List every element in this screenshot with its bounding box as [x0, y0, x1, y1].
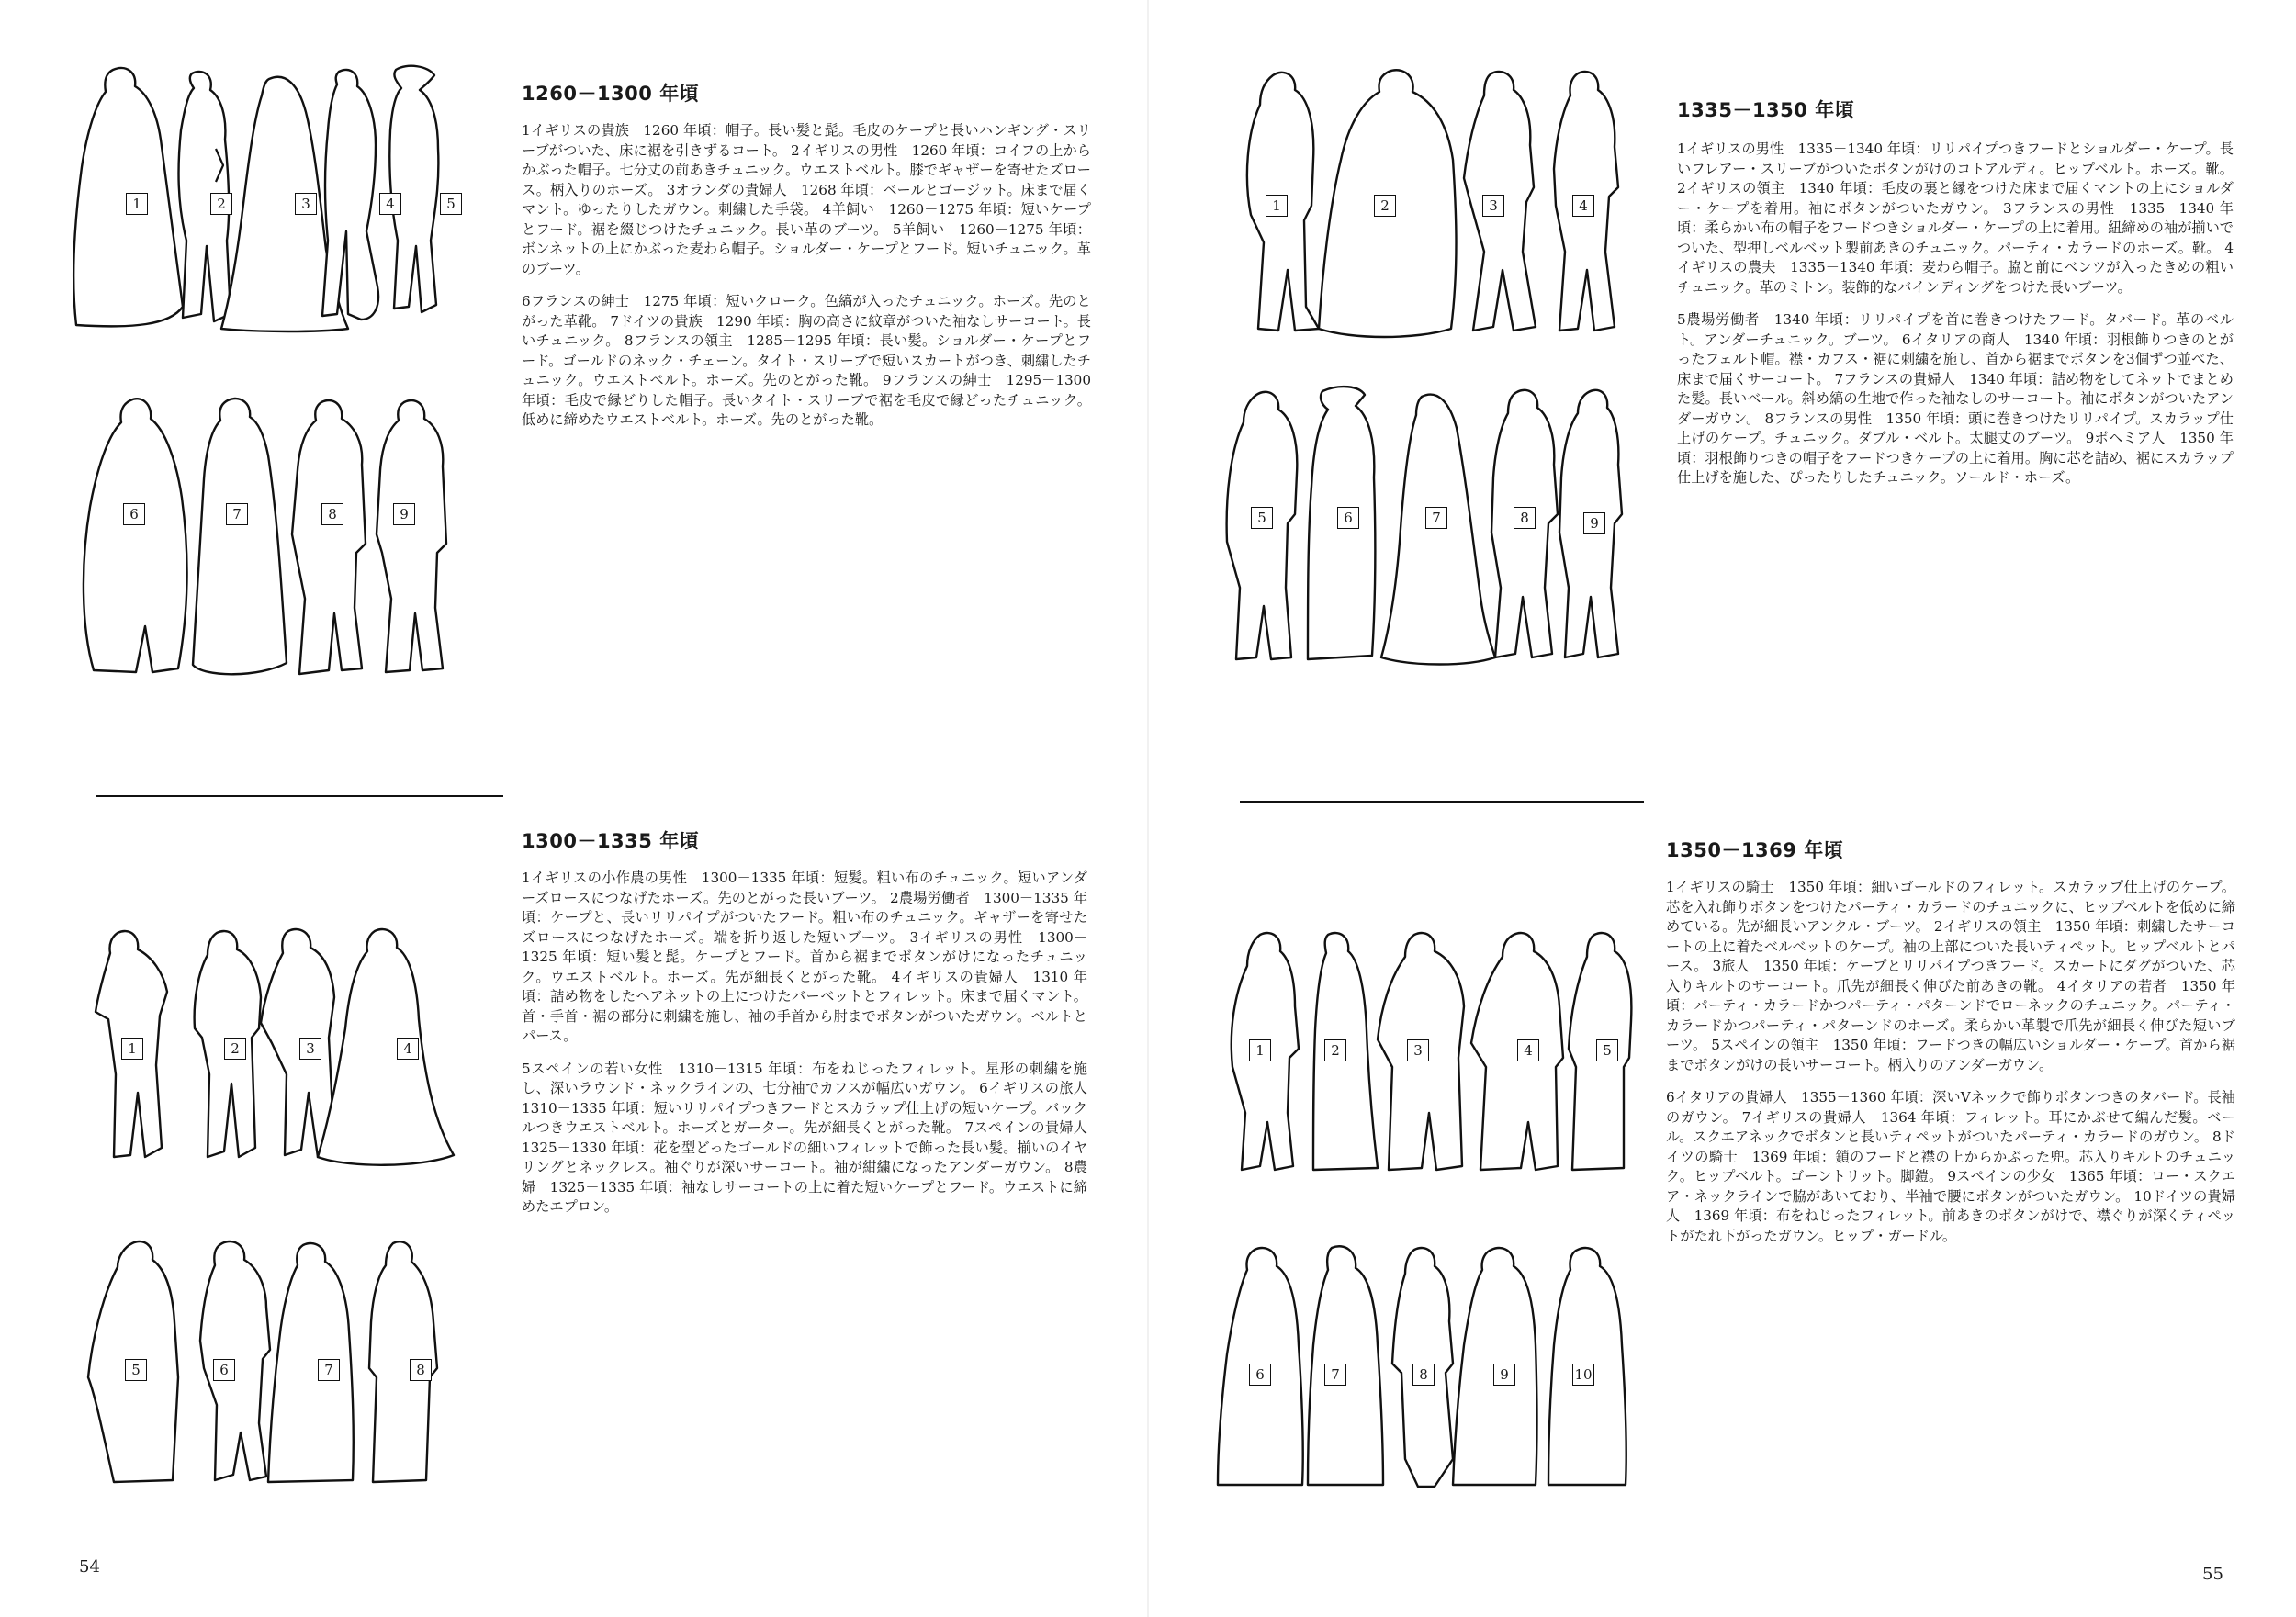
figure-number: 8 [321, 503, 343, 525]
figure-group-1300-top [72, 927, 457, 1168]
figure-number: 9 [1493, 1364, 1515, 1386]
figure-number: 3 [295, 193, 317, 215]
figure-number: 2 [210, 193, 232, 215]
page-number: 54 [79, 1557, 100, 1577]
section-description [522, 869, 1102, 1230]
page-number: 55 [2202, 1565, 2223, 1584]
description-paragraph: 5スペインの若い女性 1310－1315 年頃：布をねじったフィレット。星形の刺繍を施し、深いラウンド・ネックラインの、七分袖でカフスが幅広いガウン。 6イギリスの旅人 1310－1335 年頃：短いリリパイプつきフードとスカラップ仕上げの短いケープ。バックルつきウエストベルト。ホーズとガーター。先が細長くとがった靴。 7スペインの貴婦人 1325－1330 年頃：花を型どったゴールドの細いフィレットで飾った長い髪。揃いのイヤリングとネックレス。袖ぐりが深いサーコート。袖が紺繍になったアンダーガウン。 8農婦 1325－1335 年頃：袖なしサーコートの上に着た短いケープとフード。ウエストに締めたエプロン。 [522, 1060, 1102, 1215]
description-paragraph: 6フランスの紳士 1275 年頃：短いクローク。色縞が入ったチュニック。ホーズ。先のとがった革靴。 7ドイツの貴族 1290 年頃：胸の高さに紋章がついた袖なしサーコート。長いチュニック。 8フランスの領主 1285－1295 年頃：長い髪。ショルダー・ケープとフード。ゴールドのネック・チェーン。タイト・スリーブで短いスカートがつき、刺繍したチュニック。ウエストベルト。ホーズ。先のとがった靴。 9フランスの紳士 1295－1300 年頃：毛皮で縁どりした帽子。長いタイト・スリーブで裾を毛皮で縁どったチュニック。低めに締めたウエストベルト。ホーズ。先のとがった靴。 [522, 293, 1091, 428]
figure-number: 4 [1517, 1039, 1539, 1061]
section-divider [1240, 801, 1644, 803]
figure-number: 8 [1514, 507, 1536, 529]
figure-number: 7 [318, 1359, 340, 1381]
figure-number: 5 [1251, 507, 1273, 529]
figure-number: 4 [397, 1038, 419, 1060]
figure-group-1300-bottom [77, 1240, 463, 1489]
figure-number: 4 [1572, 195, 1594, 217]
section-heading: 1260－1300 年頃 [522, 83, 700, 105]
figure-number: 5 [125, 1359, 147, 1381]
figure-number: 1 [1266, 195, 1288, 217]
figure-number: 6 [123, 503, 145, 525]
figure-number: 4 [379, 193, 401, 215]
description-paragraph: 1イギリスの騎士 1350 年頃：細いゴールドのフィレット。スカラップ仕上げのケープ。芯を入れ飾りボタンをつけたパーティ・カラードのチュニックに、ヒップベルトを低めに締めている。先が細長いアンクル・ブーツ。 2イギリスの領主 1350 年頃：刺繍したサーコートの上に着たベルベットのケープ。袖の上部についた長いティペット。ヒップベルトとパース。 3旅人 1350 年頃：ケープとリリパイプつきフード。スカートにダグがついた、芯入りキルトのサーコート。爪先が細長く伸びた前あきの靴。 4イタリアの若者 1350 年頃：パーティ・カラードかつパーティ・パターンドでローネックのチュニック。パーティ・カラードかつパーティ・パターンドのホーズ。柔らかい革製で爪先が細長く伸びた短いブーツ。 5スペインの領主 1350 年頃：フードつきの幅広いショルダー・ケープ。首から裾までボタンがけの長いサーコート。柄入りのアンダーガウン。 [1666, 879, 2235, 1073]
figure-number: 3 [1407, 1039, 1429, 1061]
costume-silhouettes [1220, 386, 1624, 670]
figure-number: 2 [1374, 195, 1396, 217]
section-description [1666, 878, 2235, 1259]
figure-number: 6 [1337, 507, 1359, 529]
figure-number: 9 [1583, 512, 1605, 534]
figure-group-1260-top [69, 66, 473, 332]
figure-number: 5 [1596, 1039, 1618, 1061]
section-description [522, 121, 1091, 444]
figure-number: 7 [1425, 507, 1447, 529]
figure-number: 6 [213, 1359, 235, 1381]
figure-number: 7 [226, 503, 248, 525]
figure-group-1350-bottom [1209, 1244, 1640, 1492]
description-paragraph: 5農場労働者 1340 年頃：リリパイプを首に巻きつけたフード。タバード。革のベルト。アンダーチュニック。ブーツ。 6イタリアの商人 1340 年頃：羽根飾りつきのとがったフェルト帽。襟・カフス・裾に刺繍を施し、首から裾までボタンを3個ずつ並べた、床まで届くサーコート。 7フランスの貴婦人 1340 年頃：詰め物をしてネットでまとめた髪。長いベール。斜め縞の生地で作った袖なしのサーコート。袖にボタンがついたアンダーガウン。 8フランスの男性 1350 年頃：頭に巻きつけたリリパイプ。スカラップ仕上げのケープ。チュニック。ダブル・ベルト。太腿丈のブーツ。 9ボヘミア人 1350 年頃：羽根飾りつきの帽子をフードつきケープの上に着用。胸に芯を詰め、裾にスカラップ仕上げを施した、ぴったりしたチュニック。ソールド・ホーズ。 [1677, 311, 2234, 486]
section-heading: 1350－1369 年頃 [1666, 839, 1844, 861]
figure-group-1350-top [1210, 929, 1633, 1177]
section-heading: 1335－1350 年頃 [1677, 99, 1855, 121]
figure-number: 3 [1482, 195, 1504, 217]
page-right [1148, 0, 2296, 1617]
section-description [1677, 140, 2234, 501]
figure-number: 1 [1249, 1039, 1271, 1061]
figure-number: 5 [440, 193, 462, 215]
costume-silhouettes [75, 397, 461, 681]
figure-number: 7 [1324, 1364, 1346, 1386]
figure-number: 2 [224, 1038, 246, 1060]
description-paragraph: 1イギリスの男性 1335－1340 年頃：リリパイプつきフードとショルダー・ケープ。長いフレアー・スリーブがついたボタンがけのコトアルディ。ヒップベルト。ホーズ。靴。 2イギリスの領主 1340 年頃：毛皮の裏と縁をつけた床まで届くマントの上にショルダー・ケープを着用。袖にボタンがついたガウン。 3フランスの男性 1335－1340 年頃：柔らかい布の帽子をフードつきショルダー・ケープの上に着用。紐締めの袖が揃いでついた、型押しベルベット製前あきのチュニック。パーティ・カラードのホーズ。靴。 4イギリスの農夫 1335－1340 年頃：麦わら帽子。脇と前にベンツが入ったきめの粗いチュニック。革のミトン。装飾的なバインディングをつけた長いブーツ。 [1677, 140, 2234, 296]
description-paragraph: 1イギリスの小作農の男性 1300－1335 年頃：短髪。粗い布のチュニック。短いアンダーズロースにつなげたホーズ。先のとがった長いブーツ。 2農場労働者 1300－1335 年頃：ケープと、長いリリパイプがついたフード。粗い布のチュニック。ギャザーを寄せたズロースにつなげたホーズ。端を折り返した短いブーツ。 3イギリスの男性 1300－1325 年頃：短い髪と髭。ケープとフード。首から裾までボタンがけになったチュニック。ウエストベルト。ホーズ。先が細長くとがった靴。 4イギリスの貴婦人 1310 年頃：詰め物をしたヘアネットの上につけたバーベットとフィレット。床まで届くマント。首・手首・裾の部分に刺繍を施し、袖の手首から肘までボタンがついたガウン。ベルトとパース。 [522, 870, 1087, 1044]
figure-group-1335-top [1223, 68, 1627, 343]
figure-number: 1 [121, 1038, 143, 1060]
figure-number: 3 [299, 1038, 321, 1060]
figure-number: 8 [1412, 1364, 1435, 1386]
figure-number: 9 [393, 503, 415, 525]
figure-group-1260-bottom [75, 397, 461, 681]
figure-number: 6 [1249, 1364, 1271, 1386]
description-paragraph: 6イタリアの貴婦人 1355－1360 年頃：深いVネックで飾りボタンつきのタバード。長袖のガウン。 7イギリスの貴婦人 1364 年頃：フィレット。耳にかぶせて編んだ髪。ベール。スクエアネックでボタンと長いティペットがついたパーティ・カラードのガウン。 8ドイツの騎士 1369 年頃：鎖のフードと襟の上からかぶった兜。芯入りキルトのチュニック。ヒップベルト。ゴーントリット。脚鎧。 9スペインの少女 1365 年頃：ロー・スクエア・ネックラインで脇があいており、半袖で腰にボタンがついたガウン。 10ドイツの貴婦人 1369 年頃：布をねじったフィレット。前あきのボタンがけで、襟ぐりが深くティペットがたれ下がったガウン。ヒップ・ガードル。 [1666, 1089, 2235, 1244]
figure-group-1335-bottom [1220, 386, 1624, 670]
figure-number: 1 [126, 193, 148, 215]
section-divider [96, 795, 503, 797]
figure-number: 8 [410, 1359, 432, 1381]
figure-number: 10 [1572, 1364, 1594, 1386]
description-paragraph: 1イギリスの貴族 1260 年頃：帽子。長い髪と髭。毛皮のケープと長いハンギング・スリーブがついた、床に裾を引きずるコート。 2イギリスの男性 1260 年頃：コイフの上からかぶった帽子。七分丈の前あきチュニック。ウエストベルト。膝でギャザーを寄せたズロース。柄入りのホーズ。 3オランダの貴婦人 1268 年頃：ベールとゴージット。床まで届くマント。ゆったりしたガウン。刺繍した手袋。 4羊飼い 1260－1275 年頃：短いケープとフード。裾を綴じつけたチュニック。長い革のブーツ。 5羊飼い 1260－1275 年頃：ボンネットの上にかぶった麦わら帽子。ショルダー・ケープとフード。短いチュニック。革のブーツ。 [522, 122, 1091, 277]
figure-number: 2 [1324, 1039, 1346, 1061]
section-heading: 1300－1335 年頃 [522, 830, 700, 852]
